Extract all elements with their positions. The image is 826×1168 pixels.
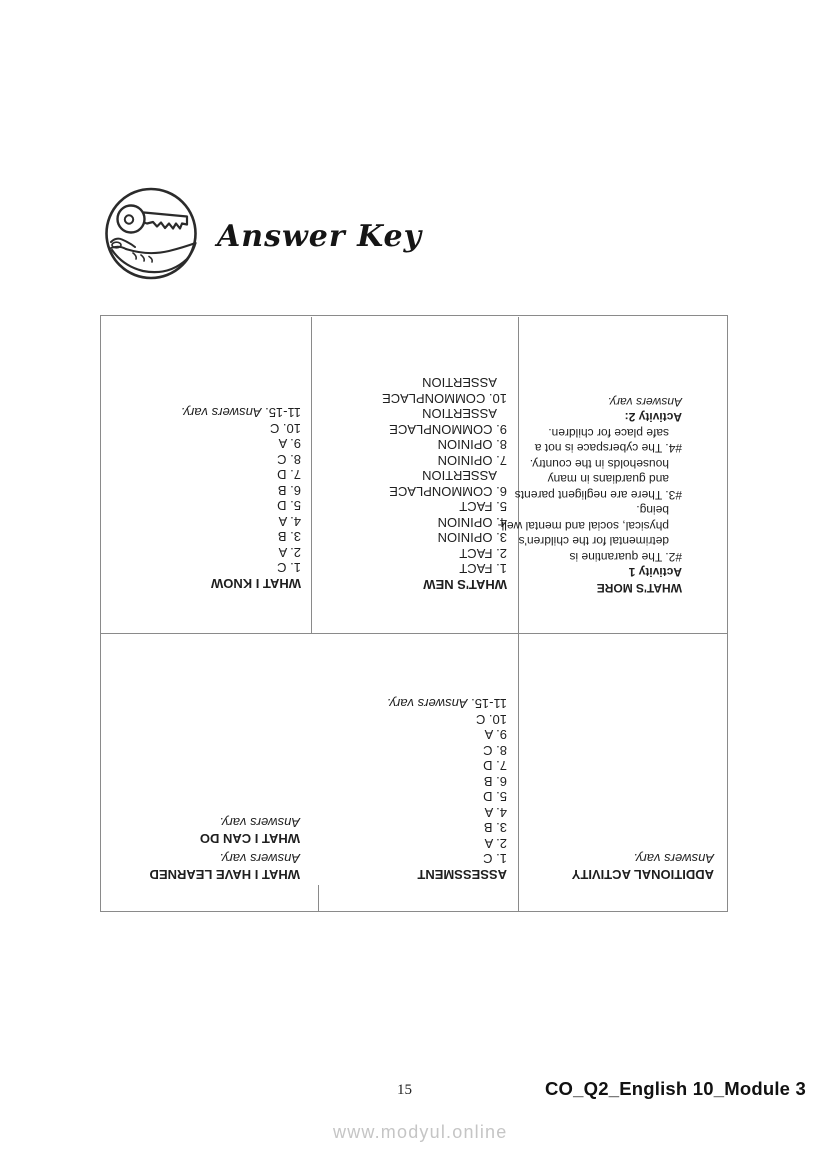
- answer-line: 2. FACT: [459, 546, 507, 561]
- section-heading: WHAT I KNOW: [210, 576, 301, 591]
- answer-line: 6. B: [277, 483, 301, 498]
- answer-line: Answers vary.: [219, 851, 300, 867]
- answer-line: 9. A: [278, 436, 301, 452]
- cell-assessment: [318, 634, 518, 911]
- answer-line: 3. OPINION: [437, 530, 507, 546]
- cell-what-i-have-learned: [102, 634, 318, 911]
- cell-whats-more: [497, 317, 727, 633]
- section-heading: WHAT I CAN DO: [199, 831, 300, 846]
- answer-key-table: [100, 315, 728, 912]
- answer-line: physical, social and mental well-: [497, 519, 669, 533]
- section-heading: WHAT'S NEW: [423, 577, 507, 592]
- answer-line: 1. C: [483, 851, 507, 867]
- activity-heading: Activity 2:: [624, 410, 682, 425]
- answer-line: Answers vary.: [219, 815, 300, 831]
- answer-line: 7. OPINION: [437, 453, 507, 468]
- answer-line: [322, 696, 507, 712]
- answer-line: 9. A: [484, 727, 507, 743]
- answer-line: safe place for children.: [548, 426, 669, 440]
- cell-whats-new: [311, 317, 518, 633]
- answer-line: ASSERTION: [422, 375, 497, 391]
- section-heading: ASSESSMENT: [417, 867, 507, 882]
- answer-line: 5. D: [483, 789, 507, 805]
- answer-line: and guardians in many: [547, 472, 669, 487]
- answer-line: 10. C: [269, 421, 301, 436]
- answer-line: 1. FACT: [459, 561, 507, 577]
- answer-line: detrimental for the children's: [518, 534, 669, 549]
- answers-vary-text: Answers vary.: [180, 405, 262, 421]
- answer-line: 1. C: [277, 560, 301, 576]
- answer-line: 2. A: [278, 545, 301, 560]
- cell-what-i-know: [103, 317, 311, 633]
- answer-line: Answers vary.: [607, 395, 682, 409]
- answer-line-part: 11-15.: [261, 405, 301, 421]
- table-row: [101, 633, 727, 911]
- answer-line: 10. C: [475, 712, 507, 727]
- section-heading: WHAT'S MORE: [596, 581, 682, 595]
- page-title: Answer Key: [217, 219, 423, 254]
- answer-line: 8. C: [277, 452, 301, 467]
- answer-line: 2. A: [484, 836, 507, 851]
- answer-line: 9. COMMONPLACE: [389, 422, 507, 437]
- table-row: [101, 317, 727, 633]
- answer-line: being.: [636, 503, 669, 518]
- answer-line: 8. OPINION: [437, 437, 507, 453]
- section-heading: WHAT I HAVE LEARNED: [149, 867, 300, 882]
- answer-line: 3. B: [483, 820, 507, 836]
- answer-line: 4. A: [278, 514, 301, 529]
- key-in-hand-icon: [103, 186, 199, 282]
- answer-line: 5. FACT: [459, 499, 507, 515]
- answer-line: 7. D: [483, 758, 507, 774]
- answer-line: #2. The quarantine is: [569, 550, 682, 564]
- answer-line: 5. D: [277, 498, 301, 514]
- activity-heading: Activity 1: [628, 565, 682, 580]
- page-number: 15: [397, 1082, 412, 1098]
- watermark: www.modyul.online: [333, 1122, 508, 1142]
- answer-line: #4. The cyberspace is not a: [534, 441, 682, 456]
- answer-line: 7. D: [277, 467, 301, 483]
- answer-line: ASSERTION: [422, 468, 497, 484]
- answer-line: 6. COMMONPLACE: [389, 484, 507, 499]
- answer-line: 6. B: [483, 774, 507, 789]
- cell-additional-activity: [518, 634, 727, 911]
- answer-line: Answers vary.: [633, 851, 714, 867]
- section-heading: ADDITIONAL ACTIVITY: [571, 867, 714, 882]
- answer-line: households in the country.: [529, 457, 669, 471]
- answer-line: #3. There are negligent parents: [514, 488, 682, 502]
- answer-line: 10. COMMONPLACE: [382, 391, 507, 406]
- answer-line-part: 11-15.: [467, 696, 507, 712]
- answer-line: [107, 405, 301, 421]
- answers-vary-text: Answers vary.: [386, 696, 468, 712]
- answer-line: ASSERTION: [422, 406, 497, 422]
- answer-line: 4. OPINION: [437, 515, 507, 530]
- answer-line: 3. B: [277, 529, 301, 545]
- answer-line: 8. C: [483, 743, 507, 758]
- module-code: CO_Q2_English 10_Module 3: [545, 1078, 806, 1099]
- answer-line: 4. A: [484, 805, 507, 820]
